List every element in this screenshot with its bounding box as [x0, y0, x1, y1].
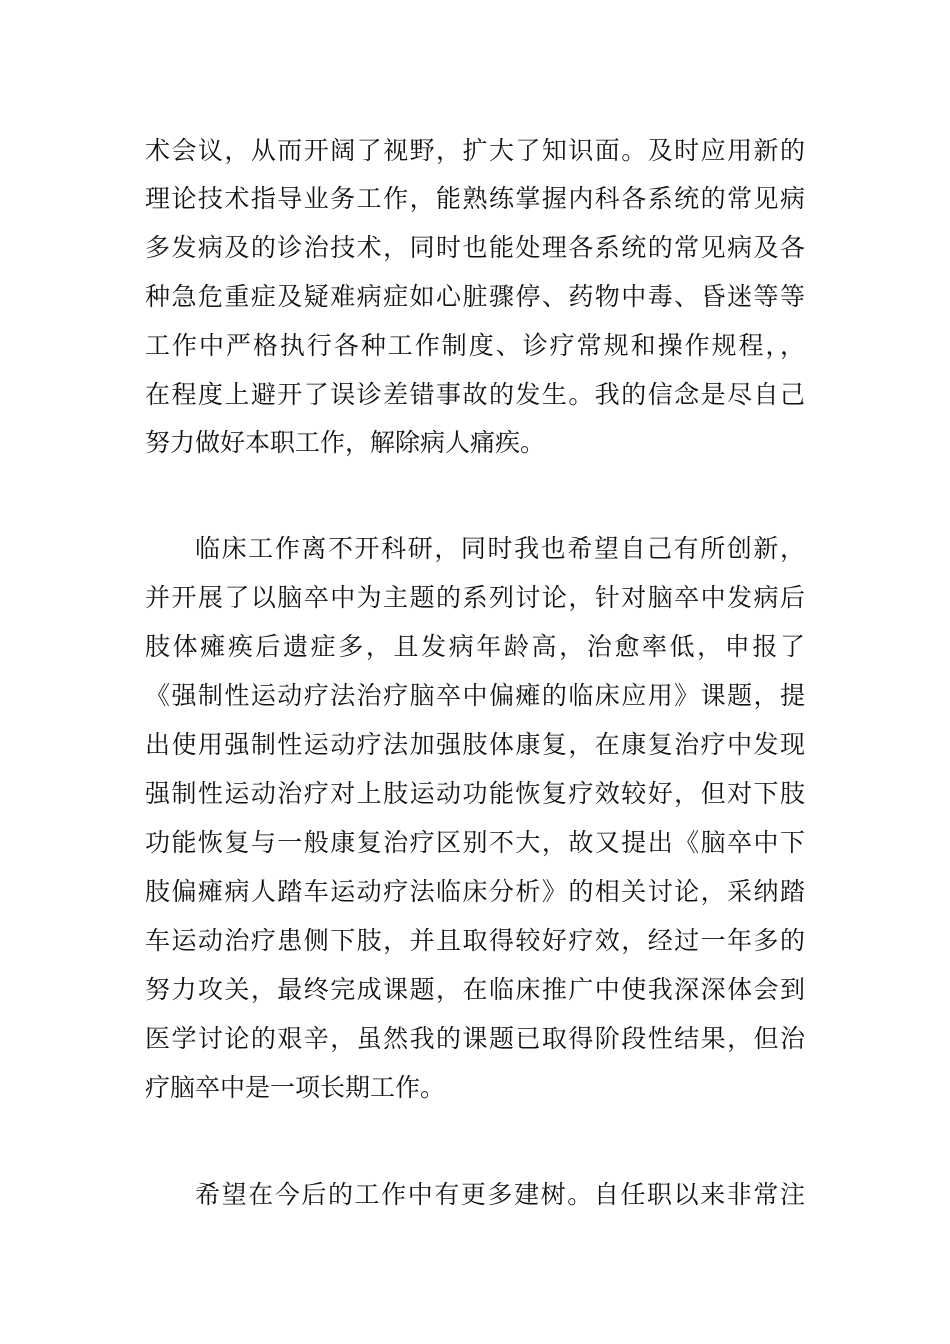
- text-line: 肢偏瘫病人踏车运动疗法临床分析》的相关讨论，采纳踏: [145, 877, 805, 906]
- text-line: 医学讨论的艰辛，虽然我的课题已取得阶段性结果，但治: [145, 1024, 805, 1053]
- text-line: 并开展了以脑卒中为主题的系列讨论，针对脑卒中发病后: [145, 583, 805, 612]
- text-line: 理论技术指导业务工作，能熟练掌握内科各系统的常见病: [145, 184, 805, 213]
- text-line: 种急危重症及疑难病症如心脏骤停、药物中毒、昏迷等等: [145, 282, 805, 311]
- text-line: 临床工作离不开科研，同时我也希望自己有所创新，: [195, 534, 805, 563]
- text-line: 在程度上避开了误诊差错事故的发生。我的信念是尽自己: [145, 380, 805, 409]
- text-line: 车运动治疗患侧下肢，并且取得较好疗效，经过一年多的: [145, 926, 805, 955]
- text-line: 努力做好本职工作，解除病人痛疾。: [145, 428, 546, 457]
- text-line: 努力攻关，最终完成课题，在临床推广中使我深深体会到: [145, 975, 805, 1004]
- text-line: 多发病及的诊治技术，同时也能处理各系统的常见病及各: [145, 233, 805, 262]
- text-line: 工作中严格执行各种工作制度、诊疗常规和操作规程，，: [145, 331, 805, 360]
- text-line: 术会议，从而开阔了视野，扩大了知识面。及时应用新的: [145, 136, 805, 165]
- text-line: 出使用强制性运动疗法加强肢体康复，在康复治疗中发现: [145, 730, 805, 759]
- text-line: 《强制性运动疗法治疗脑卒中偏瘫的临床应用》课题，提: [145, 681, 805, 710]
- text-line: 功能恢复与一般康复治疗区别不大，故又提出《脑卒中下: [145, 828, 805, 857]
- text-line: 希望在今后的工作中有更多建树。自任职以来非常注: [195, 1180, 805, 1209]
- text-line: 疗脑卒中是一项长期工作。: [145, 1073, 446, 1102]
- text-line: 强制性运动治疗对上肢运动功能恢复疗效较好，但对下肢: [145, 779, 805, 808]
- text-line: 肢体瘫痪后遗症多，且发病年龄高，治愈率低，申报了: [145, 632, 805, 661]
